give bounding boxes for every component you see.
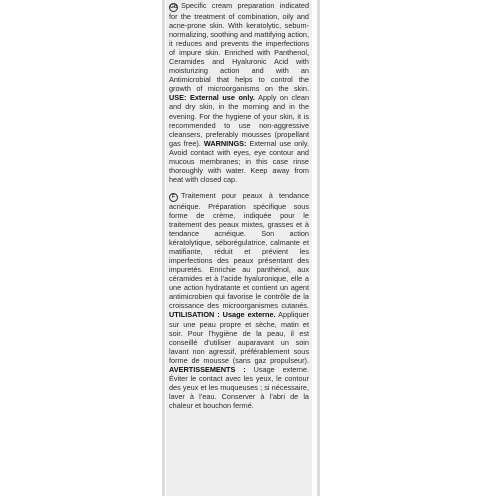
english-use-text: Apply on clean and dry skin, in the morning and in the evening. For the hygiene of your skin, it is recommended to use non-aggressive cleansers, preferably mousses (propellant gas free). [169, 93, 310, 148]
english-panel [166, 0, 312, 184]
english-warnings-text: External use only. Avoid contact with eyes, eye contour and mucous membranes; in this case rinse thoroughly with water. Keep away from heat with closed cap. [169, 138, 309, 184]
french-panel [166, 187, 312, 410]
french-description: Traitement pour peaux à tendance acnéique. Préparation spécifique sous forme de crème, indiquée pour le traitement des peaux mixtes, grasses et à tendance acnéique. Son action kératolytique, séborégulatrice, calmante et matifiante, réduit et prévient les imperfections des peaux présentant des impuretés. Enrichie au panthénol, aux céramides et à l’acide hyaluronique, elle a une action hydratante et contient un agent antimicrobien qui favorise le contrôle de la croissance des microorganismes cutanés. [169, 190, 309, 311]
label-right-edge [317, 0, 320, 496]
french-warnings-heading: AVERTISSEMENTS : [169, 364, 246, 374]
english-description: Specific cream preparation indicated for the treatment of combination, oily and acne-prone skin. With keratolytic, sebum-normalizing, soothing and mattifying action, it reduces and prevents the imperfections of impure skin. Enriched with Panthenol, Ceramides and Hyaluronic Acid with moisturizing action and with an Antimicrobial that helps to control the growth of microorganisms on the skin. [169, 1, 309, 94]
language-badge-f: F [169, 193, 178, 202]
french-use-text: Appliquer sur une peau propre et sèche, matin et soir. Pour l’hygiène de la peau, il est conseillé d’utiliser auparavant un soin lavant non agressif, préférablement sous forme de mousse (sans gaz propulseur). [169, 310, 309, 365]
product-label-strip [166, 0, 312, 496]
english-warnings-heading: WARNINGS: [203, 138, 247, 148]
french-use-heading: UTILISATION : Usage externe. [169, 310, 276, 320]
label-left-edge [162, 0, 165, 496]
french-warnings-text: Usage externe. Éviter le contact avec les yeux, le contour des yeux et les muqueuses ; si nécessaire, laver à l’eau. Conserver à l’abri de la chaleur et bouchon fermé. [169, 364, 309, 410]
english-use-heading: USE: External use only. [169, 93, 255, 103]
language-badge-gb: GB [170, 4, 178, 10]
